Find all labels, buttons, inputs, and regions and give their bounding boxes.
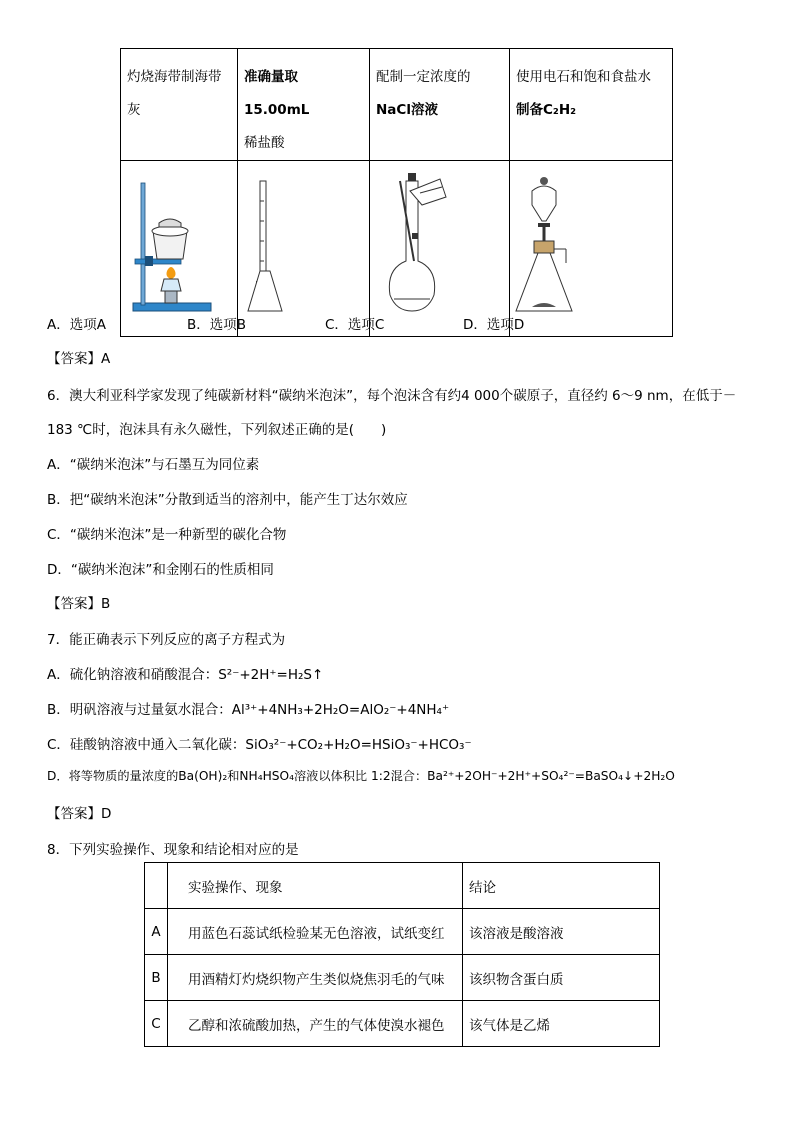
q8-stem: 8．下列实验操作、现象和结论相对应的是 xyxy=(47,842,299,858)
table-header-cell: 结论 xyxy=(463,863,660,909)
table-row xyxy=(145,955,660,1001)
apparatus-header-d: 使用电石和饱和食盐水 制备C₂H₂ xyxy=(510,49,673,161)
q5-option-a: A．选项A xyxy=(47,317,106,333)
apparatus-image-a xyxy=(121,161,238,337)
table-header-cell xyxy=(145,863,168,909)
table-header-cell: 实验操作、现象 xyxy=(168,863,463,909)
q6-stem-line1: 6．澳大利亚科学家发现了纯碳新材料“碳纳米泡沫”，每个泡沫含有约4 000个碳原子，直径约 6～9 nm，在低于－ xyxy=(47,388,737,404)
table-cell: 乙醇和浓硫酸加热，产生的气体使溴水褪色 xyxy=(168,1001,463,1047)
q7-option-a: A．硫化钠溶液和硝酸混合：S²⁻+2H⁺=H₂S↑ xyxy=(47,667,324,683)
dropping-funnel-flask-icon xyxy=(510,161,672,332)
q6-option-d: D．“碳纳米泡沫”和金刚石的性质相同 xyxy=(47,562,274,578)
volumetric-flask-icon xyxy=(370,161,509,332)
q5-option-b: B．选项B xyxy=(187,317,247,333)
q7-option-c: C．硅酸钠溶液中通入二氧化碳：SiO₃²⁻+CO₂+H₂O=HSiO₃⁻+HCO₃⁻ xyxy=(47,737,472,753)
table-cell: A xyxy=(145,909,168,955)
table-cell: B xyxy=(145,955,168,1001)
q7-answer: 【答案】D xyxy=(47,806,112,822)
q7-option-b: B．明矾溶液与过量氨水混合：Al³⁺+4NH₃+2H₂O=AlO₂⁻+4NH₄⁺ xyxy=(47,702,450,718)
apparatus-image-c xyxy=(370,161,510,337)
q5-option-c: C．选项C xyxy=(325,317,385,333)
apparatus-header-a: 灼烧海带制海带 灰 xyxy=(121,49,238,161)
q7-stem: 7．能正确表示下列反应的离子方程式为 xyxy=(47,632,286,648)
q6-option-b: B．把“碳纳米泡沫”分散到适当的溶剂中，能产生丁达尔效应 xyxy=(47,492,408,508)
apparatus-header-b: 准确量取15.00mL 稀盐酸 xyxy=(238,49,370,161)
table-cell: C xyxy=(145,1001,168,1047)
q6-option-c: C．“碳纳米泡沫”是一种新型的碳化合物 xyxy=(47,527,287,543)
table-cell: 用酒精灯灼烧织物产生类似烧焦羽毛的气味 xyxy=(168,955,463,1001)
q6-stem-line2: 183 ℃时，泡沫具有永久磁性，下列叙述正确的是( ) xyxy=(47,422,387,438)
crucible-burner-icon xyxy=(121,161,237,332)
apparatus-image-d xyxy=(510,161,673,337)
table-cell: 该织物含蛋白质 xyxy=(463,955,660,1001)
table-row xyxy=(145,909,660,955)
apparatus-image-b xyxy=(238,161,370,337)
q5-answer: 【答案】A xyxy=(47,351,111,367)
table-cell: 该溶液是酸溶液 xyxy=(463,909,660,955)
table-cell: 该气体是乙烯 xyxy=(463,1001,660,1047)
apparatus-header-c: 配制一定浓度的 NaCl溶液 xyxy=(370,49,510,161)
apparatus-table xyxy=(120,48,673,337)
burette-flask-icon xyxy=(238,161,369,332)
table-header-row xyxy=(145,863,660,909)
table-cell: 用蓝色石蕊试纸检验某无色溶液，试纸变红 xyxy=(168,909,463,955)
q7-option-d: D．将等物质的量浓度的Ba(OH)₂和NH₄HSO₄溶液以体积比 1:2混合：Ba²⁺+2OH⁻+2H⁺+SO₄²⁻=BaSO₄↓+2H₂O xyxy=(47,769,675,783)
q5-option-d: D．选项D xyxy=(463,317,525,333)
q6-answer: 【答案】B xyxy=(47,596,111,612)
q6-option-a: A．“碳纳米泡沫”与石墨互为同位素 xyxy=(47,457,260,473)
table-row xyxy=(145,1001,660,1047)
q8-table xyxy=(144,862,660,1047)
